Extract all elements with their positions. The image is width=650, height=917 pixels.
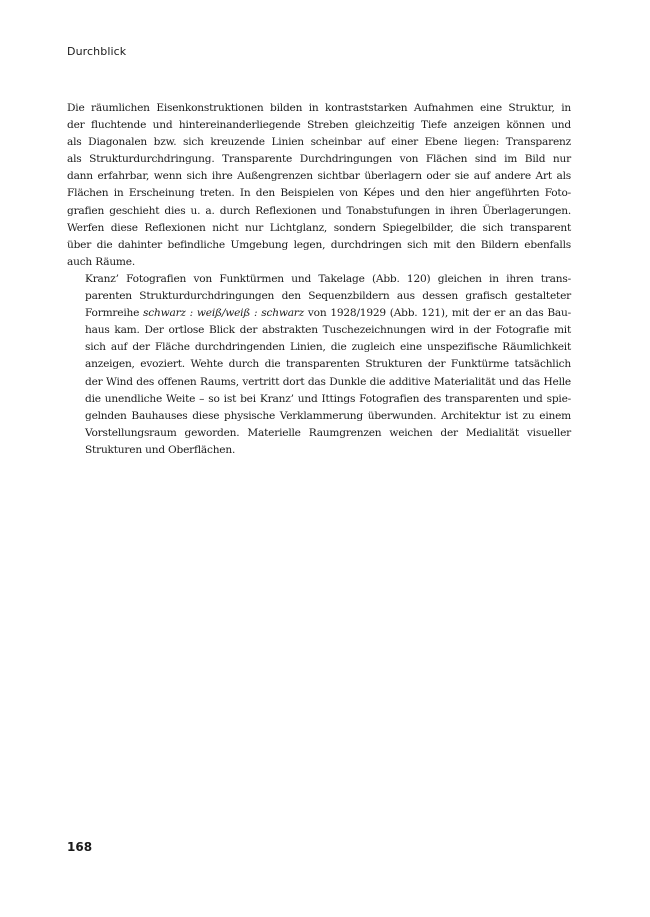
text-line: über die dahinter befindliche Umgebung legen, durchdringen sich mit den Bildern ebenfalls <box>67 238 571 251</box>
text-line: auch Räume. <box>67 255 135 268</box>
text-segment: Formreihe <box>85 307 144 320</box>
text-line: dann erfahrbar, wenn sich ihre Außengrenzen sichtbar überlagern oder sie auf andere Art als <box>67 170 571 183</box>
artwork-title: schwarz : weiß/weiß : schwarz <box>143 307 305 320</box>
text-line: Kranz’ Fotografien von Funktürmen und Takelage (Abb. 120) gleichen in ihren trans- <box>85 272 571 285</box>
text-line: Die räumlichen Eisenkonstruktionen bilden in kontraststarken Aufnahmen eine Struktur, in <box>67 102 571 114</box>
text-line: als Strukturdurchdringung. Transparente Durchdringungen von Flächen sind im Bild nur <box>67 153 571 166</box>
text-line: gelnden Bauhauses diese physische Verklammerung überwunden. Architektur ist zu einem <box>85 409 571 422</box>
text-line: grafien geschieht dies u. a. durch Reflexionen und Tonabstufungen in ihren Überlagerungen. <box>67 204 571 217</box>
text-line: parenten Strukturdurchdringungen den Sequenzbildern aus dessen grafisch gestalteter <box>85 290 571 303</box>
running-header: Durchblick <box>67 45 127 58</box>
text-line: als Diagonalen bzw. sich kreuzende Linien scheinbar auf einer Ebene liegen: Transparenz <box>67 136 571 149</box>
text-line: der fluchtende und hintereinanderliegende Streben gleichzeitig Tiefe anzeigen können und <box>67 119 571 132</box>
paragraph-1 <box>67 100 571 271</box>
page-number: 168 <box>67 840 93 854</box>
text-line: anzeigen, evoziert. Wehte durch die transparenten Strukturen der Funktürme tatsächlich <box>85 358 571 371</box>
text-line: der Wind des offenen Raums, vertritt dort das Dunkle die additive Materialität und das Helle <box>85 375 571 388</box>
text-segment: von 1928/1929 (Abb. 121), mit der er an das Bau- <box>304 307 571 320</box>
body-text <box>67 100 571 459</box>
paragraph-2 <box>67 271 571 459</box>
text-line: Strukturen und Oberflächen. <box>85 443 236 456</box>
text-line: haus kam. Der ortlose Blick der abstrakten Tuschezeichnungen wird in der Fotografie mit <box>85 324 571 337</box>
text-line-with-italic <box>67 305 571 322</box>
text-line: die unendliche Weite – so ist bei Kranz’ und Ittings Fotografien des transparenten und spie- <box>85 392 571 405</box>
text-line: Werfen diese Reflexionen nicht nur Lichtglanz, sondern Spiegelbilder, die sich transparent <box>67 221 571 234</box>
text-line: sich auf der Fläche durchdringenden Linien, die zugleich eine unspezifische Räumlichkeit <box>85 341 571 354</box>
text-line: Flächen in Erscheinung treten. In den Beispielen von Képes und den hier angeführten Foto- <box>67 187 571 200</box>
text-line: Vorstellungsraum geworden. Materielle Raumgrenzen weichen der Medialität visueller <box>85 426 571 439</box>
